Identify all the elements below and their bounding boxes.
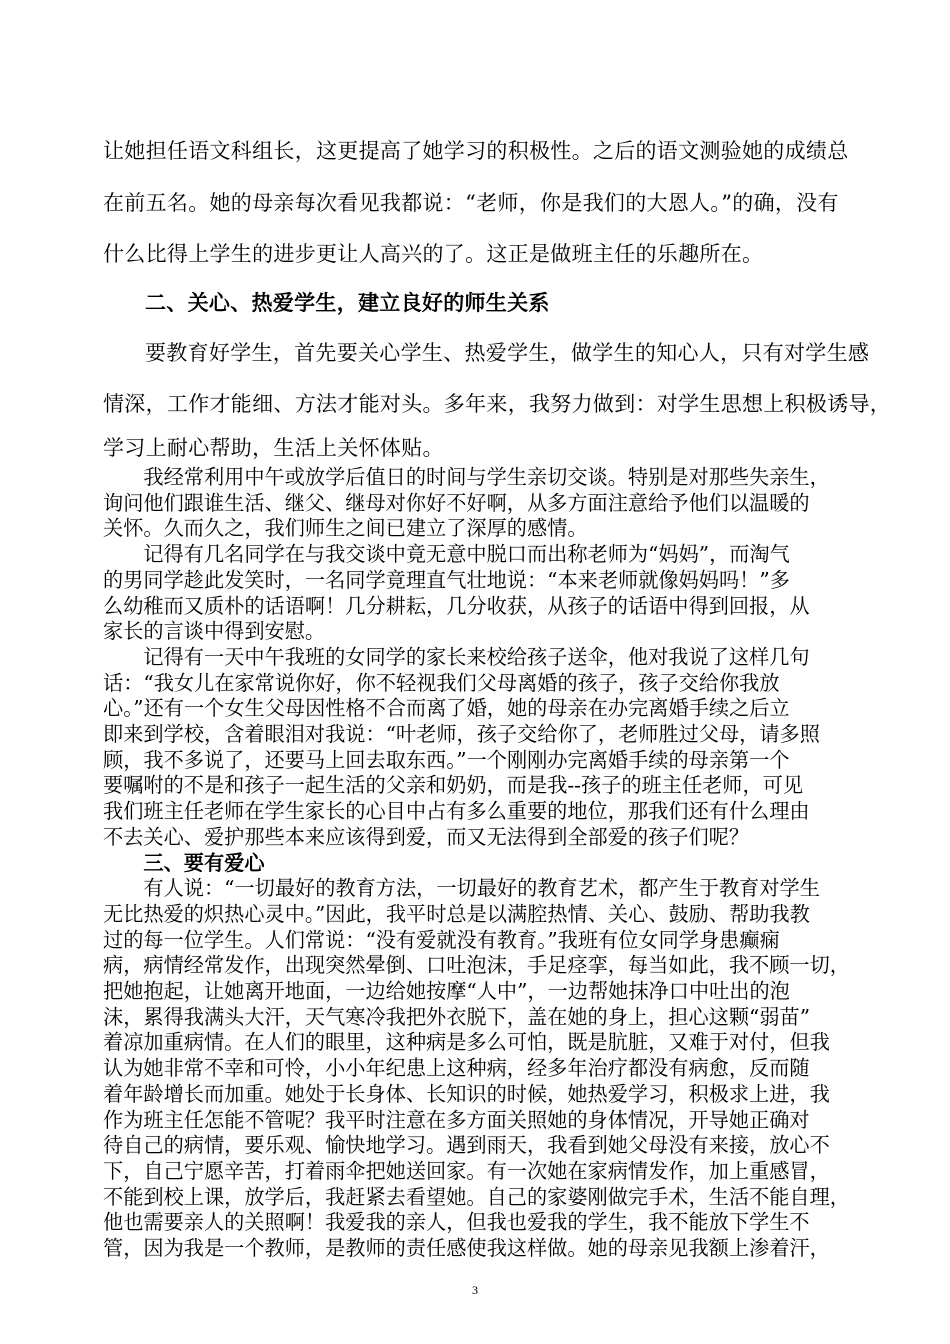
text-line: 记得有几名同学在与我交谈中竟无意中脱口而出称老师为“妈妈”，而淘气 bbox=[103, 542, 790, 567]
text-line: 管，因为我是一个教师，是教师的责任感使我这样做。她的母亲见我额上渗着汗， bbox=[103, 1236, 830, 1261]
text-line: 待自己的病情，要乐观、愉快地学习。遇到雨天，我看到她父母没有来接，放心不 bbox=[103, 1133, 830, 1158]
tight-text-block bbox=[103, 465, 878, 1262]
text-line: 关怀。久而久之，我们师生之间已建立了深厚的感情。 bbox=[103, 516, 588, 541]
text-line: 下，自己宁愿辛苦，打着雨伞把她送回家。有一次她在家病情发作，加上重感冒， bbox=[103, 1158, 830, 1183]
paragraph-line: 要教育好学生，首先要关心学生、热爱学生，做学生的知心人，只有对学生感 bbox=[145, 341, 870, 365]
text-line: 认为她非常不幸和可怜，小小年纪患上这种病，经多年治疗都没有病愈，反而随 bbox=[103, 1056, 810, 1081]
text-line: 我经常利用中午或放学后值日的时间与学生亲切交谈。特别是对那些失亲生， bbox=[103, 465, 830, 489]
paragraph-line: 在前五名。她的母亲每次看见我都说：“老师，你是我们的大恩人。”的确，没有 bbox=[103, 191, 839, 215]
text-line: 要嘱咐的不是和孩子一起生活的父亲和奶奶，而是我--孩子的班主任老师，可见 bbox=[103, 773, 804, 798]
text-line: 询问他们跟谁生活、继父、继母对你好不好啊，从多方面注意给予他们以温暖的 bbox=[103, 490, 810, 515]
paragraph-line: 让她担任语文科组长，这更提高了她学习的积极性。之后的语文测验她的成绩总 bbox=[103, 139, 849, 163]
text-line: 着凉加重病情。在人们的眼里，这种病是多么可怕，既是肮脏，又难于对付，但我 bbox=[103, 1030, 830, 1055]
text-line: 无比热爱的炽热心灵中。”因此，我平时总是以满腔热情、关心、鼓励、帮助我教 bbox=[103, 901, 810, 926]
page-number: 3 bbox=[472, 1283, 478, 1297]
paragraph-line: 学习上耐心帮助，生活上关怀体贴。 bbox=[103, 436, 444, 460]
text-line: 即来到学校，含着眼泪对我说：“叶老师，孩子交给你了，老师胜过父母，请多照 bbox=[103, 722, 820, 747]
section-heading-3: 三、要有爱心 bbox=[143, 850, 265, 875]
text-line: 记得有一天中午我班的女同学的家长来校给孩子送伞，他对我说了这样几句 bbox=[103, 644, 810, 669]
paragraph-line: 什么比得上学生的进步更让人高兴的了。这正是做班主任的乐趣所在。 bbox=[103, 242, 764, 266]
text-line: 沫，累得我满头大汗，天气寒冷我把外衣脱下，盖在她的身上，担心这颗“弱苗” bbox=[103, 1004, 811, 1029]
text-line: 作为班主任怎能不管呢？我平时注意在多方面关照她的身体情况，开导她正确对 bbox=[103, 1107, 810, 1132]
text-line: 他也需要亲人的关照啊！我爱我的亲人，但我也爱我的学生，我不能放下学生不 bbox=[103, 1210, 810, 1235]
text-line: 不能到校上课，放学后，我赶紧去看望她。自己的家婆刚做完手术，生活不能自理， bbox=[103, 1184, 850, 1209]
text-line: 我们班主任老师在学生家长的心目中占有多么重要的地位，那我们还有什么理由 bbox=[103, 799, 810, 824]
text-line: 的男同学趁此发笑时，一名同学竟理直气壮地说：“本来老师就像妈妈吗！”多 bbox=[103, 567, 790, 592]
section-heading-2: 二、关心、热爱学生，建立良好的师生关系 bbox=[145, 290, 550, 315]
text-line: 心。”还有一个女生父母因性格不合而离了婚，她的母亲在办完离婚手续之后立 bbox=[103, 696, 790, 721]
text-line: 病，病情经常发作，出现突然晕倒、口吐泡沫，手足痉挛，每当如此，我不顾一切， bbox=[103, 953, 850, 978]
text-line: 不去关心、爱护那些本来应该得到爱，而又无法得到全部爱的孩子们呢？ bbox=[103, 824, 750, 849]
text-line: 顾，我不多说了，还要马上回去取东西。”一个刚刚办完离婚手续的母亲第一个 bbox=[103, 747, 790, 772]
text-line: 么幼稚而又质朴的话语啊！几分耕耘，几分收获，从孩子的话语中得到回报，从 bbox=[103, 593, 810, 618]
paragraph-line: 情深，工作才能细、方法才能对头。多年来，我努力做到：对学生思想上积极诱导， bbox=[103, 392, 892, 416]
text-line: 过的每一位学生。人们常说：“没有爱就没有教育。”我班有位女同学身患癫痫 bbox=[103, 927, 780, 952]
text-line: 话：“我女儿在家常说你好，你不轻视我们父母离婚的孩子，孩子交给你我放 bbox=[103, 670, 780, 695]
text-line: 家长的言谈中得到安慰。 bbox=[103, 619, 326, 644]
text-line: 把她抱起，让她离开地面，一边给她按摩“人中”，一边帮她抹净口中吐出的泡 bbox=[103, 979, 790, 1004]
text-line: 有人说：“一切最好的教育方法，一切最好的教育艺术，都产生于教育对学生 bbox=[103, 876, 820, 901]
text-line: 着年龄增长而加重。她处于长身体、长知识的时候，她热爱学习，积极求上进，我 bbox=[103, 1081, 830, 1106]
